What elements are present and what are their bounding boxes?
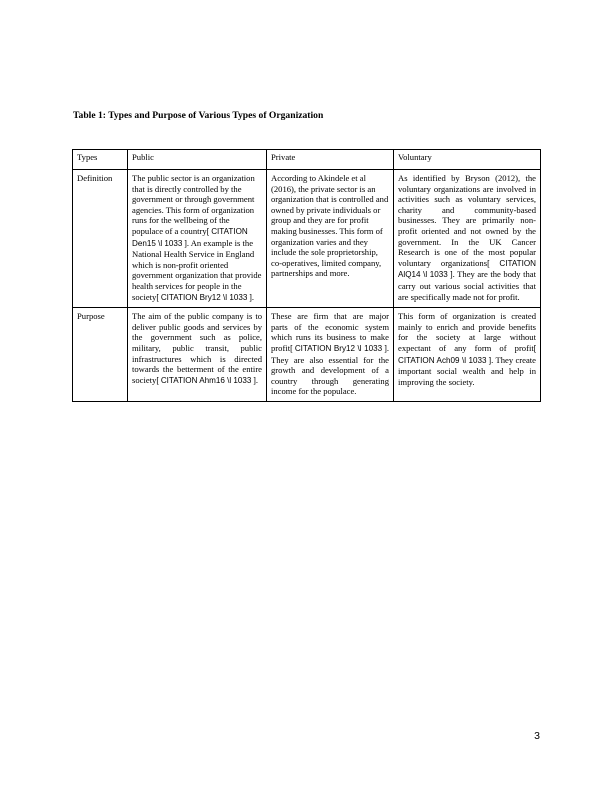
definition-public-cell (128, 170, 267, 308)
citation-ahm16: [ CITATION Ahm16 \l 1033 ] (156, 375, 256, 385)
purpose-public-text: The aim of the public company is to deliver public goods and services by the government such as police, military, public transit, public infrastructures which is directed towards the betterment of the entire society (132, 311, 262, 385)
definition-public-end: . (251, 291, 255, 302)
header-public: Public (128, 150, 267, 170)
definition-voluntary-cell (394, 170, 541, 308)
purpose-public-cell (128, 308, 267, 402)
organization-types-table (72, 149, 541, 402)
definition-public-text-2: . An example is the National Health Service in England which is non-profit oriented government organization that provide health services for people in the society (132, 237, 262, 302)
table-caption: Table 1: Types and Purpose of Various Types of Organization (73, 110, 324, 121)
row-label-definition: Definition (73, 170, 128, 308)
page-number: 3 (534, 730, 540, 742)
purpose-private-cell (267, 308, 394, 402)
definition-voluntary-text-2: . They are the body that carry out various social activities that are specifically made not for profit. (398, 269, 536, 302)
citation-den15: [ CITATION Den15 \l 1033 ] (132, 226, 248, 248)
table-header-row (73, 150, 541, 170)
purpose-private-text-2: . They are also essential for the growth and development of a country through generating income for the populace. (271, 342, 389, 397)
citation-bry12-purpose: [ CITATION Bry12 \l 1033 ] (290, 343, 387, 353)
citation-bry12: [ CITATION Bry12 \l 1033 ] (156, 292, 252, 302)
definition-private-text: According to Akindele et al (2016), the private sector is an organization that is controlled and owned by private individuals or group and they are for profit making businesses. This form of organization varies and they include the sole proprietorship, co-operatives, limited company, partnerships and more. (271, 173, 389, 279)
purpose-voluntary-text-2: . They create important social wealth and help in improving the society. (398, 354, 536, 387)
header-types: Types (73, 150, 128, 170)
purpose-public-end: . (255, 374, 259, 385)
definition-public-text: The public sector is an organization that is directly controlled by the government or through government agencies. This form of organization runs for the wellbeing of the populace of a country (132, 173, 255, 236)
row-label-purpose: Purpose (73, 308, 128, 402)
definition-voluntary-text: As identified by Bryson (2012), the voluntary organizations are involved in activities such as voluntary services, charity and community-based businesses. They are primarily non-profit oriented and not owned by the government. In the UK Cancer Research is one of the most popular voluntary organizations (398, 173, 536, 268)
header-voluntary: Voluntary (394, 150, 541, 170)
header-private: Private (267, 150, 394, 170)
citation-alq14: [ CITATION AlQ14 \l 1033 ] (398, 258, 536, 280)
purpose-voluntary-text: This form of organization is created mainly to enrich and provide benefits for the society at large without expectant of any form of profit (398, 311, 536, 353)
definition-private-cell (267, 170, 394, 308)
citation-ach09: [ CITATION Ach09 \l 1033 ] (398, 343, 536, 365)
table-row-definition (73, 170, 541, 308)
purpose-voluntary-cell (394, 308, 541, 402)
table-row-purpose (73, 308, 541, 402)
purpose-private-text: These are firm that are major parts of the economic system which runs its business to make profit (271, 311, 389, 353)
